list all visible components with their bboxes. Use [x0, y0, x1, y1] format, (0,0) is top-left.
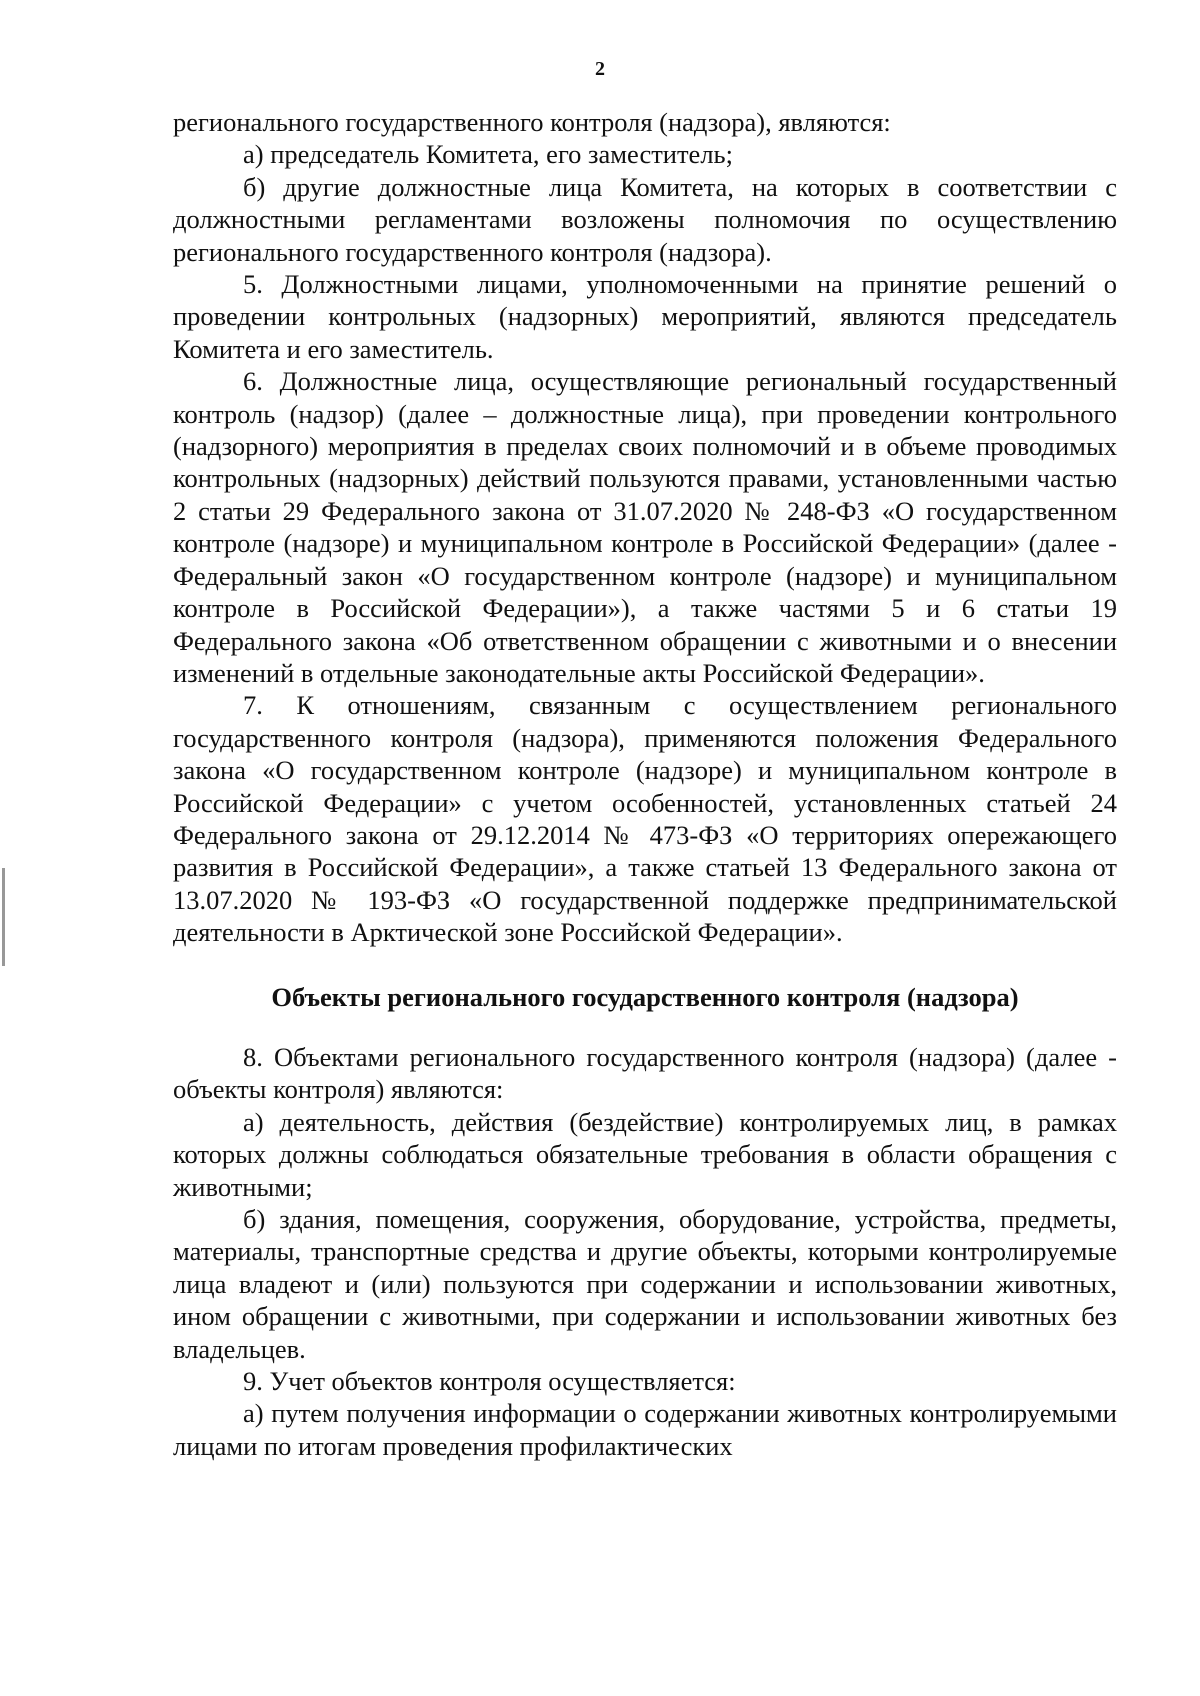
paragraphs-after — [173, 1041, 1117, 1462]
paragraph: 6. Должностные лица, осуществляющие региональный государственный контроль (надзор) (далее – должностные лица), при проведении контрольного (надзорного) мероприятия в пределах своих полномочий и в объеме проводимых контрольных (надзорных) действий пользуются правами, установленными частью 2 статьи 29 Федерального закона от 31.07.2020 № 248-ФЗ «О государственном контроле (надзоре) и муниципальном контроле в Российской Федерации» (далее - Федеральный закон «О государственном контроле (надзоре) и муниципальном контроле в Российской Федерации»), а также частями 5 и 6 статьи 19 Федерального закона «Об ответственном обращении с животными и о внесении изменений в отдельные законодательные акты Российской Федерации». — [173, 366, 1117, 688]
page-number: 2 — [595, 58, 605, 80]
paragraph: 7. К отношениям, связанным с осуществлением регионального государственного контроля (надзора), применяются положения Федерального закона «О государственном контроле (надзоре) и муниципальном контроле в Российской Федерации» с учетом особенностей, установленных статьей 24 Федерального закона от 29.12.2014 № 473-ФЗ «О территориях опережающего развития в Российской Федерации», а также статьей 13 Федерального закона от 13.07.2020 № 193-ФЗ «О государственной поддержке предпринимательской деятельности в Арктической зоне Российской Федерации». — [173, 690, 1117, 948]
paragraph: б) здания, помещения, сооружения, оборудование, устройства, предметы, материалы, транспортные средства и другие объекты, которыми контролируемые лица владеют и (или) пользуются при содержании и использовании животных, ином обращении с животными, при содержании и использовании животных без владельцев. — [173, 1204, 1117, 1364]
paragraph: регионального государственного контроля (надзора), являются: — [173, 107, 891, 137]
document-body — [173, 106, 1117, 1462]
paragraph: 8. Объектами регионального государственного контроля (надзора) (далее - объекты контроля) являются: — [173, 1041, 1117, 1105]
paragraph: 9. Учет объектов контроля осуществляется: — [243, 1366, 736, 1397]
paragraph: а) путем получения информации о содержании животных контролируемыми лицами по итогам проведения профилактических — [173, 1398, 1117, 1461]
paragraph: б) другие должностные лица Комитета, на которых в соответствии с должностными регламентами возложены полномочия по осуществлению регионального государственного контроля (надзора). — [173, 171, 1117, 267]
section-heading: Объекты регионального государственного контроля (надзора) — [271, 981, 1019, 1012]
paragraph: а) председатель Комитета, его заместитель; — [243, 139, 733, 170]
paragraph: 5. Должностными лицами, уполномоченными на принятие решений о проведении контрольных (надзорных) мероприятий, являются председатель Комитета и его заместитель. — [173, 269, 1117, 364]
paragraph: а) деятельность, действия (бездействие) контролируемых лиц, в рамках которых должны соблюдаться обязательные требования в области обращения с животными; — [173, 1106, 1117, 1202]
scan-edge-mark — [2, 868, 5, 966]
paragraphs-before — [173, 106, 1117, 949]
